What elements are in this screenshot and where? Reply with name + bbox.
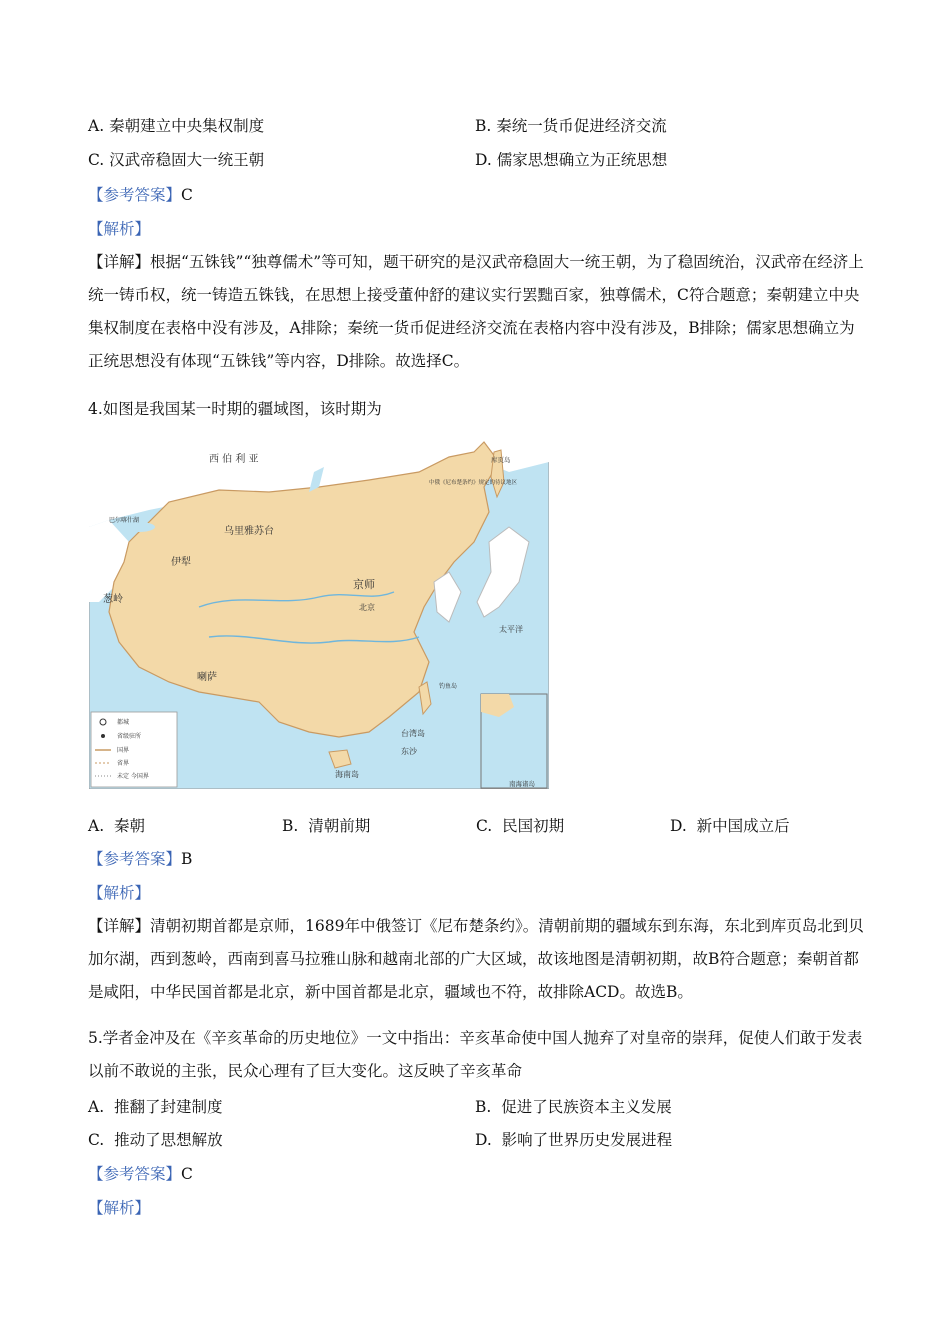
map-label-taiwan: 台湾岛	[401, 729, 425, 738]
q5-option-c: C. 推动了思想解放	[88, 1131, 223, 1149]
legend-label-capital: 都城	[117, 719, 130, 726]
q5-option-d: D. 影响了世界历史发展进程	[475, 1131, 673, 1149]
q5-answer: 【参考答案】C	[88, 1165, 193, 1183]
legend-label-province-border: 省界	[117, 760, 130, 767]
q3-detail: 【详解】根据“五铢钱”“独尊儒术”等可知，题干研究的是汉武帝稳固大一统王朝，为了稳固统治，汉武帝在经济上统一铸币权，统一铸造五铢钱，在思想上接受董仲舒的建议实行罢黜百家，独尊儒术，C符合题意；秦朝建立中央集权制度在表格中没有涉及，A排除；秦统一货币促进经济交流在表格内容中没有涉及，B排除；儒家思想确立为正统思想没有体现“五铢钱”等内容，D排除。故选择C。	[88, 253, 864, 370]
map-label-hainan: 海南岛	[335, 770, 359, 779]
q4-stem: 4.如图是我国某一时期的疆域图，该时期为	[88, 400, 382, 418]
q5-option-b: B. 促进了民族资本主义发展	[475, 1098, 672, 1116]
q4-option-b: B. 清朝前期	[282, 817, 371, 835]
map-label-congling: 葱岭	[103, 594, 123, 605]
map-label-yili: 伊犁	[171, 557, 191, 568]
q5-analysis-label: 【解析】	[88, 1199, 151, 1217]
q4-detail: 【详解】清朝初期首都是京师，1689年中俄签订《尼布楚条约》。清朝前期的疆域东到东海，东北到库页岛北到贝加尔湖，西到葱岭，西南到喜马拉雅山脉和越南北部的广大区域，故该地图是清朝初期，故B符合题意；秦朝首都是咸阳，中华民国首都是北京，新中国首都是北京，疆域也不符，故排除ACD。故选B。	[88, 917, 864, 1001]
qing-territory-map	[89, 432, 549, 789]
q4-option-c: C. 民国初期	[476, 817, 565, 835]
map-label-dongsha: 东沙	[401, 747, 417, 756]
q3-option-c: C. 汉武帝稳固大一统王朝	[88, 151, 265, 169]
map-label-beijing: 北京	[359, 603, 375, 612]
legend-label-modern-border: 未定 今国界	[117, 773, 149, 780]
legend-label-province: 省级驻所	[117, 733, 142, 740]
map-label-nanhai: 南海诸岛	[509, 780, 535, 788]
q3-answer: 【参考答案】C	[88, 186, 193, 204]
legend-label-border: 国界	[117, 747, 130, 754]
q3-option-b: B. 秦统一货币促进经济交流	[475, 117, 667, 135]
legend-province-symbol	[101, 734, 105, 738]
q4-analysis-label: 【解析】	[88, 884, 151, 902]
q5-stem: 5.学者金冲及在《辛亥革命的历史地位》一文中指出：辛亥革命使中国人抛弃了对皇帝的崇拜，促使人们敢于发表以前不敢说的主张，民众心理有了巨大变化。这反映了辛亥革命	[88, 1029, 863, 1080]
map-label-uliastai: 乌里雅苏台	[224, 526, 274, 537]
map-label-diaoyu: 钓鱼岛	[439, 683, 458, 690]
q3-option-a: A. 秦朝建立中央集权制度	[88, 117, 265, 135]
q3-analysis-label: 【解析】	[88, 220, 151, 238]
map-label-jingshi: 京师	[353, 578, 375, 591]
q4-option-d: D. 新中国成立后	[670, 817, 790, 835]
map-label-nerchinsk: 中俄《尼布楚条约》规定的待议地区	[429, 480, 518, 486]
map-label-kuye: 库页岛	[491, 456, 511, 464]
q5-option-a: A. 推翻了封建制度	[88, 1098, 223, 1116]
map-label-balkhash: 巴尔喀什湖	[109, 517, 140, 524]
q4-option-a: A. 秦朝	[88, 817, 145, 835]
q3-option-d: D. 儒家思想确立为正统思想	[475, 151, 668, 169]
map-label-pacific: 太平洋	[499, 625, 523, 634]
q4-answer: 【参考答案】B	[88, 850, 193, 868]
map-label-lhasa: 喇萨	[197, 672, 217, 683]
map-label-siberia: 西 伯 利 亚	[209, 454, 259, 465]
